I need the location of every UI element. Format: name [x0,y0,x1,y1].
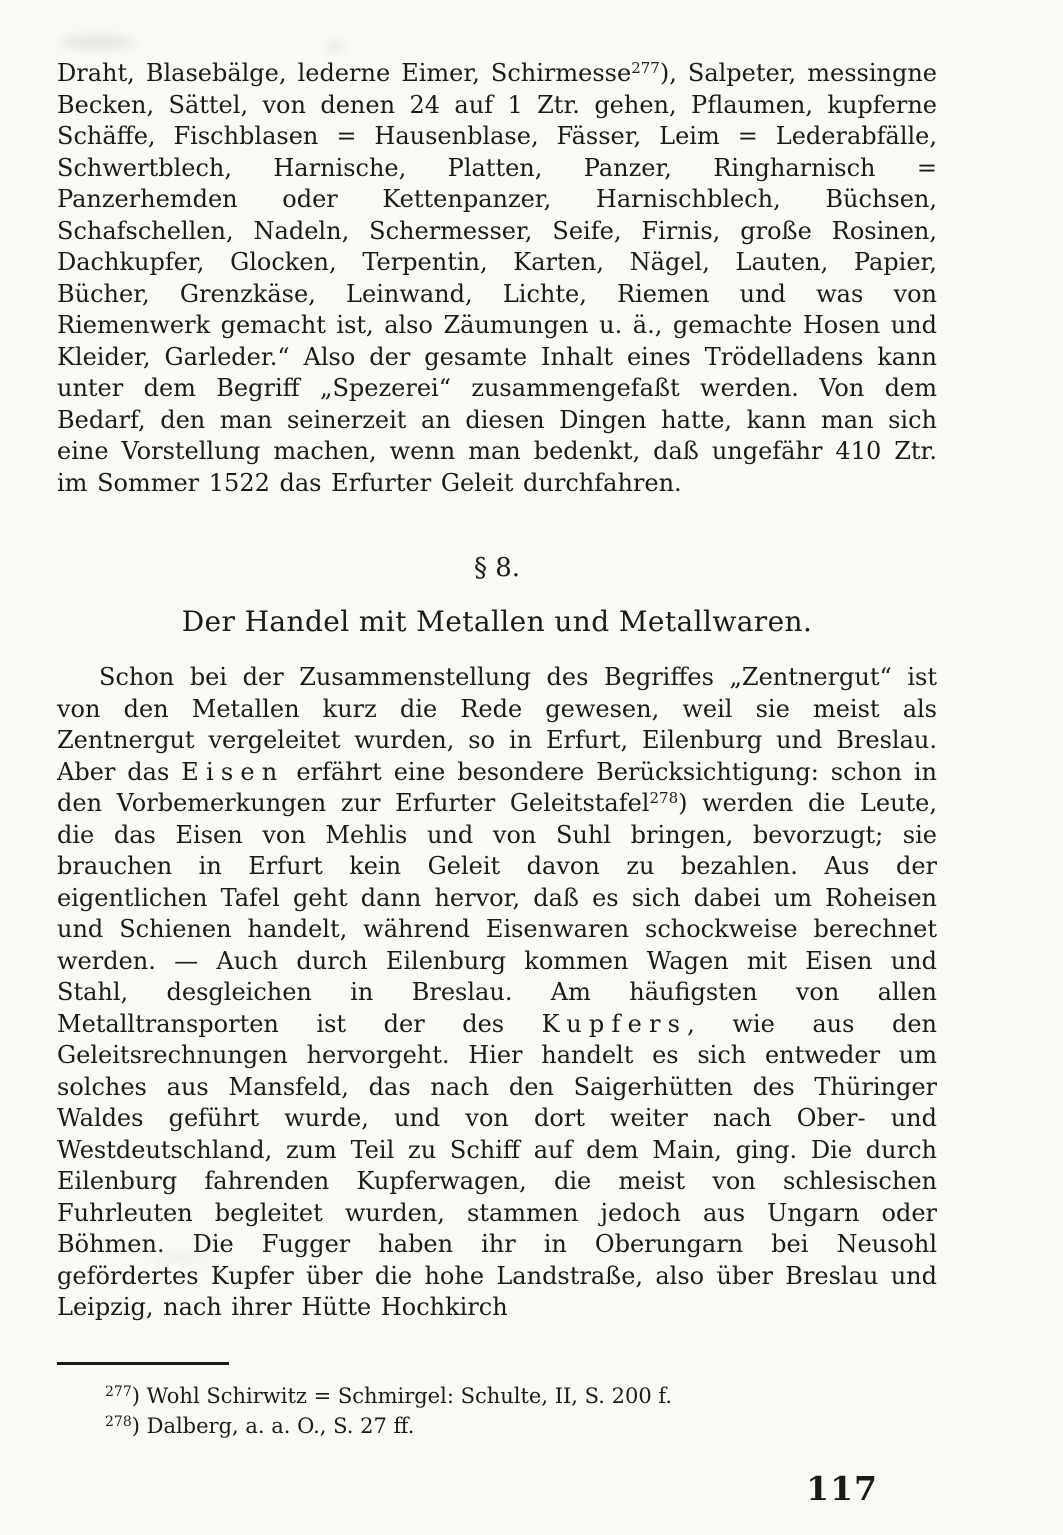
paragraph-metallhandel-text-d: , wie aus den Geleitsrechnungen hervorgeht. Hier handelt es sich entweder um solches aus Mansfeld, das nach den Saigerhütten des Thüringer Waldes geführt wurde, und von dort weiter nach Ober- und Westdeutschland, zum Teil zu Schiff auf dem Main, ging. Die durch Eilenburg fahrenden Kupferwagen, die meist von schlesischen Fuhrleuten begleitet wurden, stammen jedoch aus Ungarn oder Böhmen. Die Fugger haben ihr in Oberungarn bei Neusohl gefördertes Kupfer über die hohe Landstraße, also über Breslau und Leipzig, nach ihrer Hütte Hochkirch [57,1009,938,1321]
section-mark: § 8. [473,553,521,583]
footnote-277-marker: 277 [105,1383,132,1400]
footnote-277-paren: ) [131,1383,140,1408]
paragraph-spezerei [57,58,937,499]
scan-smudge [150,1254,210,1262]
paragraph-metallhandel-text-c: ) werden die Leute, die das Eisen von Mehlis und von Suhl bringen, bevorzugt; sie brauchen in Erfurt kein Geleit davon zu bezahlen. Aus der eigentlichen Tafel geht dann hervor, daß es sich dabei um Roheisen und Schienen handelt, während Eisenwaren schockweise berechnet werden. — Auch durch Eilenburg kommen Wagen mit Eisen und Stahl, desgleichen in Breslau. Am häufigsten von allen Metalltransporten ist der des [57,789,938,1038]
footnote-278 [105,1411,937,1441]
footnotes-block [57,1381,937,1441]
emphasis-kupfers: Kupfers [541,1009,688,1038]
footnote-separator [57,1362,229,1365]
paragraph-metallhandel-text-b: erfährt eine besondere Berücksichtigung: schon in den Vorbemerkungen zur Erfurter Geleitstafel [57,757,937,817]
paragraph-spezerei-text-a: Draht, Blasebälge, lederne Eimer, Schirmesse [57,59,632,87]
paragraph-metallhandel-text-a: Schon bei der Zusammenstellung des Begriffes „Zentnergut“ ist von den Metallen kurz die Rede gewesen, weil sie meist als Zentnergut vergeleitet wurden, so in Erfurt, Eilenburg und Breslau. Aber das [57,663,937,786]
footnote-277 [105,1381,937,1411]
paragraph-spezerei-text-b: ), Salpeter, messingne Becken, Sättel, von denen 24 auf 1 Ztr. gehen, Pflaumen, kupferne Schäffe, Fischblasen = Hausenblase, Fässer, Leim = Lederabfälle, Schwertblech, Harnische, Platten, Panzer, Ringharnisch = Panzerhemden oder Kettenpanzer, Harnischblech, Büchsen, Schafschellen, Nadeln, Schermesser, Seife, Firnis, große Rosinen, Dachkupfer, Glocken, Terpentin, Karten, Nägel, Lauten, Papier, Bücher, Grenzkäse, Leinwand, Lichte, Riemen und was von Riemenwerk gemacht ist, also Zäumungen u. ä., gemachte Hosen und Kleider, Garleder.“ Also der gesamte Inhalt eines Trödelladens kann unter dem Begriff „Spezerei“ zusammengefaßt werden. Von dem Bedarf, den man seinerzeit an diesen Dingen hatte, kann man sich eine Vorstellung machen, wenn man bedenkt, daß ungefähr 410 Ztr. im Sommer 1522 das Erfurter Geleit durchfahren. [57,59,938,497]
page-number: 117 [806,1468,878,1508]
emphasis-eisen: Eisen [181,757,285,786]
footnote-278-marker: 278 [105,1413,132,1430]
footnote-ref-278: 278 [649,789,679,807]
section-title: Der Handel mit Metallen und Metallwaren. [181,605,813,638]
footnote-278-text: Dalberg, a. a. O., S. 27 ff. [139,1413,415,1438]
footnote-277-text: Wohl Schirwitz = Schmirgel: Schulte, II, S. 200 f. [139,1383,673,1408]
footnote-278-paren: ) [131,1413,140,1438]
footnote-ref-277: 277 [631,59,660,77]
scan-smudge [60,36,135,49]
scan-smudge [326,42,344,51]
paragraph-metallhandel [57,662,937,1324]
section-heading [57,553,937,638]
